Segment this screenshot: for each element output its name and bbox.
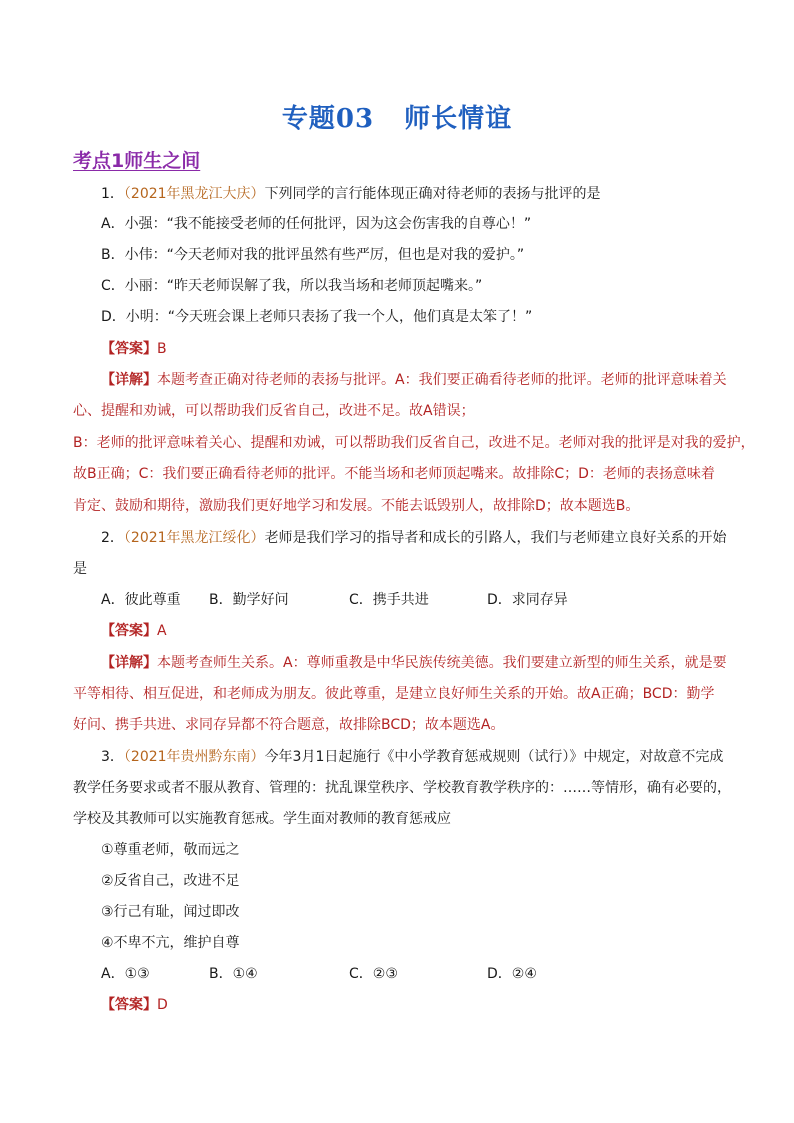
- question-2-detail-line-1: 【详解】本题考查师生关系。A：尊师重教是中华民族传统美德。我们要建立新型的师生关系，就是要: [101, 655, 727, 671]
- question-1-option-c: C．小丽：“昨天老师误解了我，所以我当场和老师顶起嘴来。”: [101, 278, 483, 294]
- question-3-option-d: D．②④: [487, 966, 537, 982]
- title-topic-name: 师长情谊: [404, 104, 513, 134]
- question-3-answer: 【答案】D: [101, 997, 168, 1013]
- question-1-option-b: B．小伟：“今天老师对我的批评虽然有些严厉，但也是对我的爱护。”: [101, 247, 525, 263]
- question-2-option-d: D．求同存异: [487, 592, 568, 608]
- question-1-source: （2021年黑龙江大庆）: [123, 186, 265, 202]
- question-1-detail-line-4: 故B正确；C：我们要正确看待老师的批评。不能当场和老师顶起嘴来。故排除C；D：老师的表扬意味着: [73, 466, 715, 482]
- question-2-answer: 【答案】A: [101, 623, 167, 639]
- question-3-option-a: A．①③: [101, 966, 150, 982]
- question-1-detail-line-3: B：老师的批评意味着关心、提醒和劝诫，可以帮助我们反省自己，改进不足。老师对我的批评是对我的爱护，: [73, 435, 755, 451]
- question-2-option-c: C．携手共进: [349, 592, 429, 608]
- question-2-option-a: A．彼此尊重: [101, 592, 181, 608]
- question-3-options: [101, 964, 537, 984]
- question-2-options: [101, 590, 568, 610]
- question-2-detail-line-2: 平等相待、相互促进，和老师成为朋友。彼此尊重，是建立良好师生关系的开始。故A正确；BCD：勤学: [73, 686, 715, 702]
- section-heading: 考点1师生之间: [73, 150, 201, 172]
- question-1-detail-line-2: 心、提醒和劝诫，可以帮助我们反省自己，改进不足。故A错误；: [73, 403, 475, 419]
- question-1-answer: 【答案】B: [101, 341, 167, 357]
- question-1-detail-line-5: 肯定、鼓励和期待，激励我们更好地学习和发展。不能去诋毁别人，故排除D；故本题选B。: [73, 498, 640, 514]
- question-3-item-4: ④不卑不亢，维护自尊: [101, 935, 240, 951]
- question-3-option-c: C．②③: [349, 966, 398, 982]
- question-3-item-3: ③行己有耻，闻过即改: [101, 904, 240, 920]
- question-1-stem: 1．（2021年黑龙江大庆）下列同学的言行能体现正确对待老师的表扬与批评的是: [101, 186, 601, 202]
- question-2-source: （2021年黑龙江绥化）: [123, 530, 265, 546]
- question-2-option-b: B．勤学好问: [209, 592, 289, 608]
- question-3-stem: 3．（2021年贵州黔东南）今年3月1日起施行《中小学教育惩戒规则（试行）》中规定，对故意不完成: [101, 749, 724, 765]
- question-3-stem-cont-1: 教学任务要求或者不服从教育、管理的：扰乱课堂秩序、学校教育教学秩序的：……等情形，确有必要的，: [73, 780, 731, 796]
- question-3-source: （2021年贵州黔东南）: [123, 749, 265, 765]
- page-title: [0, 98, 794, 135]
- question-2-stem: 2．（2021年黑龙江绥化）老师是我们学习的指导者和成长的引路人，我们与老师建立良好关系的开始: [101, 530, 727, 546]
- question-2-stem-cont: 是: [73, 561, 87, 577]
- question-1-option-a: A．小强：“我不能接受老师的任何批评，因为这会伤害我的自尊心！”: [101, 216, 532, 232]
- question-3-item-2: ②反省自己，改进不足: [101, 873, 240, 889]
- question-2-detail-line-3: 好问、携手共进、求同存异都不符合题意，故排除BCD；故本题选A。: [73, 717, 505, 733]
- question-3-stem-cont-2: 学校及其教师可以实施教育惩戒。学生面对教师的教育惩戒应: [73, 811, 451, 827]
- title-topic-number: 专题03: [281, 104, 375, 134]
- question-1-option-d: D．小明：“今天班会课上老师只表扬了我一个人，他们真是太笨了！”: [101, 309, 533, 325]
- question-3-item-1: ①尊重老师，敬而远之: [101, 842, 240, 858]
- question-1-detail-line-1: 【详解】本题考查正确对待老师的表扬与批评。A：我们要正确看待老师的批评。老师的批评意味着关: [101, 372, 727, 388]
- question-3-option-b: B．①④: [209, 966, 258, 982]
